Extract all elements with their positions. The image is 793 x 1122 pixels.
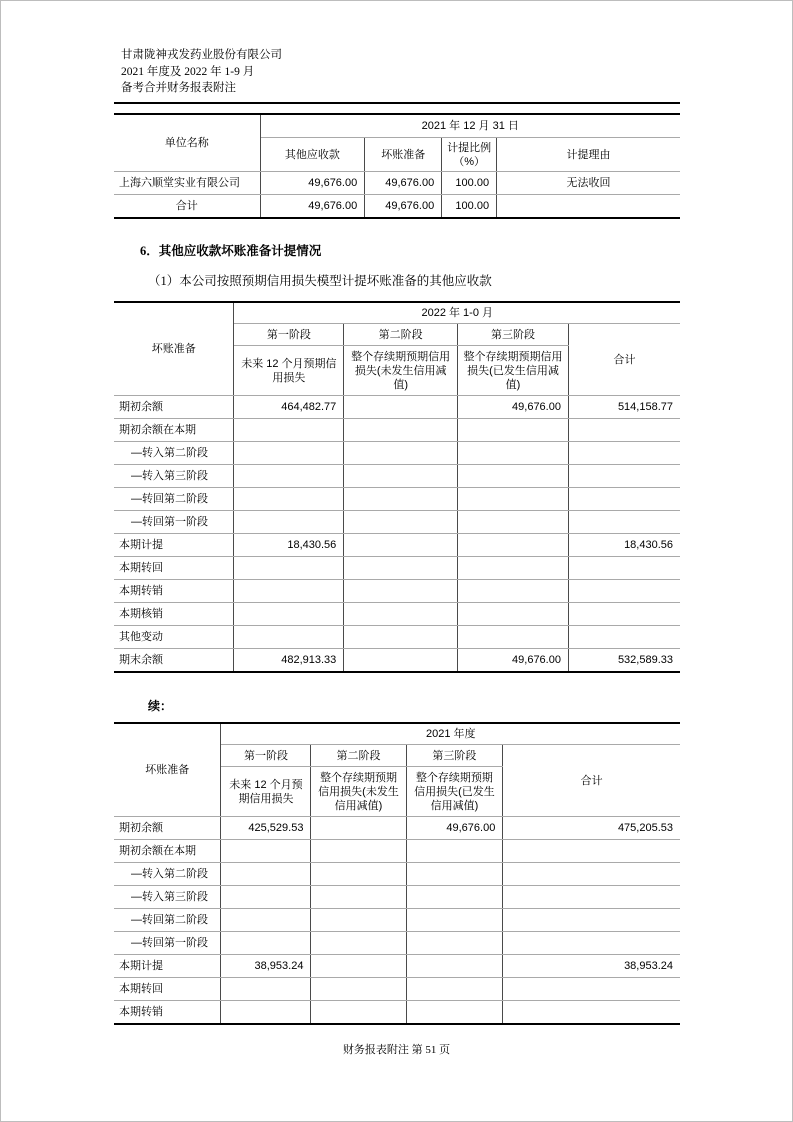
company-name: 甘肃陇神戎发药业股份有限公司 [121,49,282,61]
total-label-cell: 合计 [114,195,260,218]
value-cell: 532,589.33 [568,649,680,672]
row-label-cell: 本期转销 [114,580,234,603]
ecl-stages-2021-table [114,722,680,1025]
bad-debt-header: 坏账准备 [365,138,442,172]
value-cell [458,488,569,511]
table-row [114,419,680,442]
provision-by-entity-table [114,113,680,219]
reason-header: 计提理由 [497,138,680,172]
table-header-row [114,723,680,745]
table-row [114,172,680,195]
value-cell [458,465,569,488]
value-cell [234,465,344,488]
value-cell [221,840,311,863]
value-cell [568,511,680,534]
value-cell [406,932,503,955]
table-row [114,442,680,465]
header-rule [114,102,680,104]
value-cell [568,419,680,442]
value-cell [344,649,458,672]
value-cell [406,1001,503,1024]
value-cell [503,863,680,886]
value-cell [311,886,406,909]
page-content [1,1,792,1025]
table-header-row [114,114,680,138]
row-dimension-header: 坏账准备 [114,723,221,817]
value-cell [344,488,458,511]
value-cell [458,419,569,442]
value-cell: 482,913.33 [234,649,344,672]
table-row [114,488,680,511]
row-label-cell: —转入第三阶段 [114,465,234,488]
reason-cell: 无法收回 [497,172,680,195]
stage2-desc: 整个存续期预期信用损失(未发生信用减值) [311,767,406,817]
value-cell [311,909,406,932]
value-cell [568,603,680,626]
value-cell: 49,676.00 [260,195,365,218]
table-row [114,932,680,955]
ecl-stages-2022-table [114,301,680,673]
value-cell [568,488,680,511]
row-label-cell: 其他变动 [114,626,234,649]
value-cell [221,863,311,886]
value-cell: 100.00 [442,172,497,195]
value-cell: 514,158.77 [568,396,680,419]
table-row [114,978,680,1001]
value-cell: 18,430.56 [234,534,344,557]
value-cell [234,626,344,649]
table-row [114,557,680,580]
value-cell [458,626,569,649]
value-cell [234,557,344,580]
value-cell [344,603,458,626]
value-cell: 49,676.00 [458,649,569,672]
value-cell [221,932,311,955]
value-cell [458,580,569,603]
value-cell [311,817,406,840]
page-footer: 财务报表附注 第 51 页 [342,1044,451,1056]
stage1-desc: 未来 12 个月预期信用损失 [234,346,344,396]
value-cell [406,863,503,886]
stage3-desc: 整个存续期预期信用损失(已发生信用减值) [458,346,569,396]
value-cell [503,932,680,955]
row-label-cell: 期初余额 [114,817,221,840]
value-cell [406,909,503,932]
row-label-cell: —转回第二阶段 [114,909,221,932]
value-cell: 49,676.00 [260,172,365,195]
value-cell [503,1001,680,1024]
table-row [114,1001,680,1024]
stage3-header: 第三阶段 [458,324,569,346]
value-cell [458,442,569,465]
row-dimension-header: 坏账准备 [114,302,234,396]
row-label-cell: 本期转回 [114,978,221,1001]
value-cell [311,955,406,978]
value-cell [234,580,344,603]
report-period: 2021 年度及 2022 年 1-9 月 [121,65,255,78]
value-cell [344,626,458,649]
value-cell [458,511,569,534]
ratio-header: 计提比例（%） [442,138,497,172]
table-row [114,649,680,672]
value-cell [221,978,311,1001]
value-cell: 49,676.00 [365,172,442,195]
section-6-title: 6．其他应收款坏账准备计提情况 [140,243,322,258]
value-cell [234,419,344,442]
value-cell [221,1001,311,1024]
other-receivables-header: 其他应收款 [260,138,365,172]
value-cell [344,442,458,465]
value-cell [311,840,406,863]
value-cell [503,840,680,863]
table-row [114,955,680,978]
table-row [114,534,680,557]
entity-name-cell: 上海六顺堂实业有限公司 [114,172,260,195]
row-label-cell: 本期计提 [114,534,234,557]
table-row [114,840,680,863]
table-row [114,863,680,886]
table-row [114,886,680,909]
value-cell [234,603,344,626]
total-header: 合计 [503,745,680,817]
value-cell: 100.00 [442,195,497,218]
value-cell: 49,676.00 [365,195,442,218]
row-label-cell: 本期转销 [114,1001,221,1024]
row-label-cell: —转回第一阶段 [114,511,234,534]
value-cell [311,863,406,886]
stage2-header: 第二阶段 [344,324,458,346]
value-cell [344,465,458,488]
stage1-header: 第一阶段 [221,745,311,767]
value-cell [458,603,569,626]
value-cell [234,442,344,465]
value-cell [568,465,680,488]
value-cell [503,978,680,1001]
value-cell: 425,529.53 [221,817,311,840]
value-cell [568,557,680,580]
value-cell [221,909,311,932]
value-cell: 18,430.56 [568,534,680,557]
reason-cell [497,195,680,218]
row-label-cell: 期末余额 [114,649,234,672]
row-label-cell: 期初余额 [114,396,234,419]
total-header: 合计 [568,324,680,396]
period-header: 2022 年 1-0 月 [234,302,680,324]
value-cell [406,840,503,863]
stage2-header: 第二阶段 [311,745,406,767]
section-6-sub1: （1）本公司按照预期信用损失模型计提坏账准备的其他应收款 [148,273,492,288]
value-cell [568,626,680,649]
table-total-row [114,195,680,218]
continuation-label: 续： [148,698,173,713]
row-label-cell: 本期转回 [114,557,234,580]
value-cell: 49,676.00 [406,817,503,840]
stage1-header: 第一阶段 [234,324,344,346]
value-cell [568,580,680,603]
value-cell [406,886,503,909]
entity-name-header: 单位名称 [114,114,260,172]
row-label-cell: —转回第一阶段 [114,932,221,955]
row-label-cell: 本期计提 [114,955,221,978]
value-cell [406,978,503,1001]
value-cell [458,534,569,557]
value-cell [344,396,458,419]
value-cell [344,580,458,603]
table-row [114,396,680,419]
table-header-row [114,302,680,324]
period-header: 2021 年度 [221,723,680,745]
value-cell: 49,676.00 [458,396,569,419]
value-cell [344,557,458,580]
stage2-desc: 整个存续期预期信用损失(未发生信用减值) [344,346,458,396]
report-title: 备考合并财务报表附注 [121,82,236,94]
stage3-desc: 整个存续期预期信用损失(已发生信用减值) [406,767,503,817]
value-cell [344,534,458,557]
row-label-cell: —转入第三阶段 [114,886,221,909]
table-row [114,465,680,488]
value-cell [458,557,569,580]
row-label-cell: —转入第二阶段 [114,442,234,465]
value-cell: 38,953.24 [221,955,311,978]
row-label-cell: 本期核销 [114,603,234,626]
row-label-cell: 期初余额在本期 [114,840,221,863]
value-cell [344,511,458,534]
document-header [114,47,680,97]
value-cell [221,886,311,909]
value-cell [311,1001,406,1024]
value-cell: 38,953.24 [503,955,680,978]
table-row [114,817,680,840]
row-label-cell: —转入第二阶段 [114,863,221,886]
row-label-cell: 期初余额在本期 [114,419,234,442]
stage3-header: 第三阶段 [406,745,503,767]
stage1-desc: 未来 12 个月预期信用损失 [221,767,311,817]
table-row [114,511,680,534]
table-row [114,603,680,626]
value-cell [568,442,680,465]
value-cell [311,978,406,1001]
table-row [114,580,680,603]
value-cell [234,511,344,534]
value-cell [503,886,680,909]
value-cell [311,932,406,955]
value-cell: 464,482.77 [234,396,344,419]
period-header: 2021 年 12 月 31 日 [260,114,680,138]
value-cell [406,955,503,978]
value-cell [503,909,680,932]
table-row [114,626,680,649]
value-cell [344,419,458,442]
row-label-cell: —转回第二阶段 [114,488,234,511]
value-cell [234,488,344,511]
table-row [114,909,680,932]
value-cell: 475,205.53 [503,817,680,840]
